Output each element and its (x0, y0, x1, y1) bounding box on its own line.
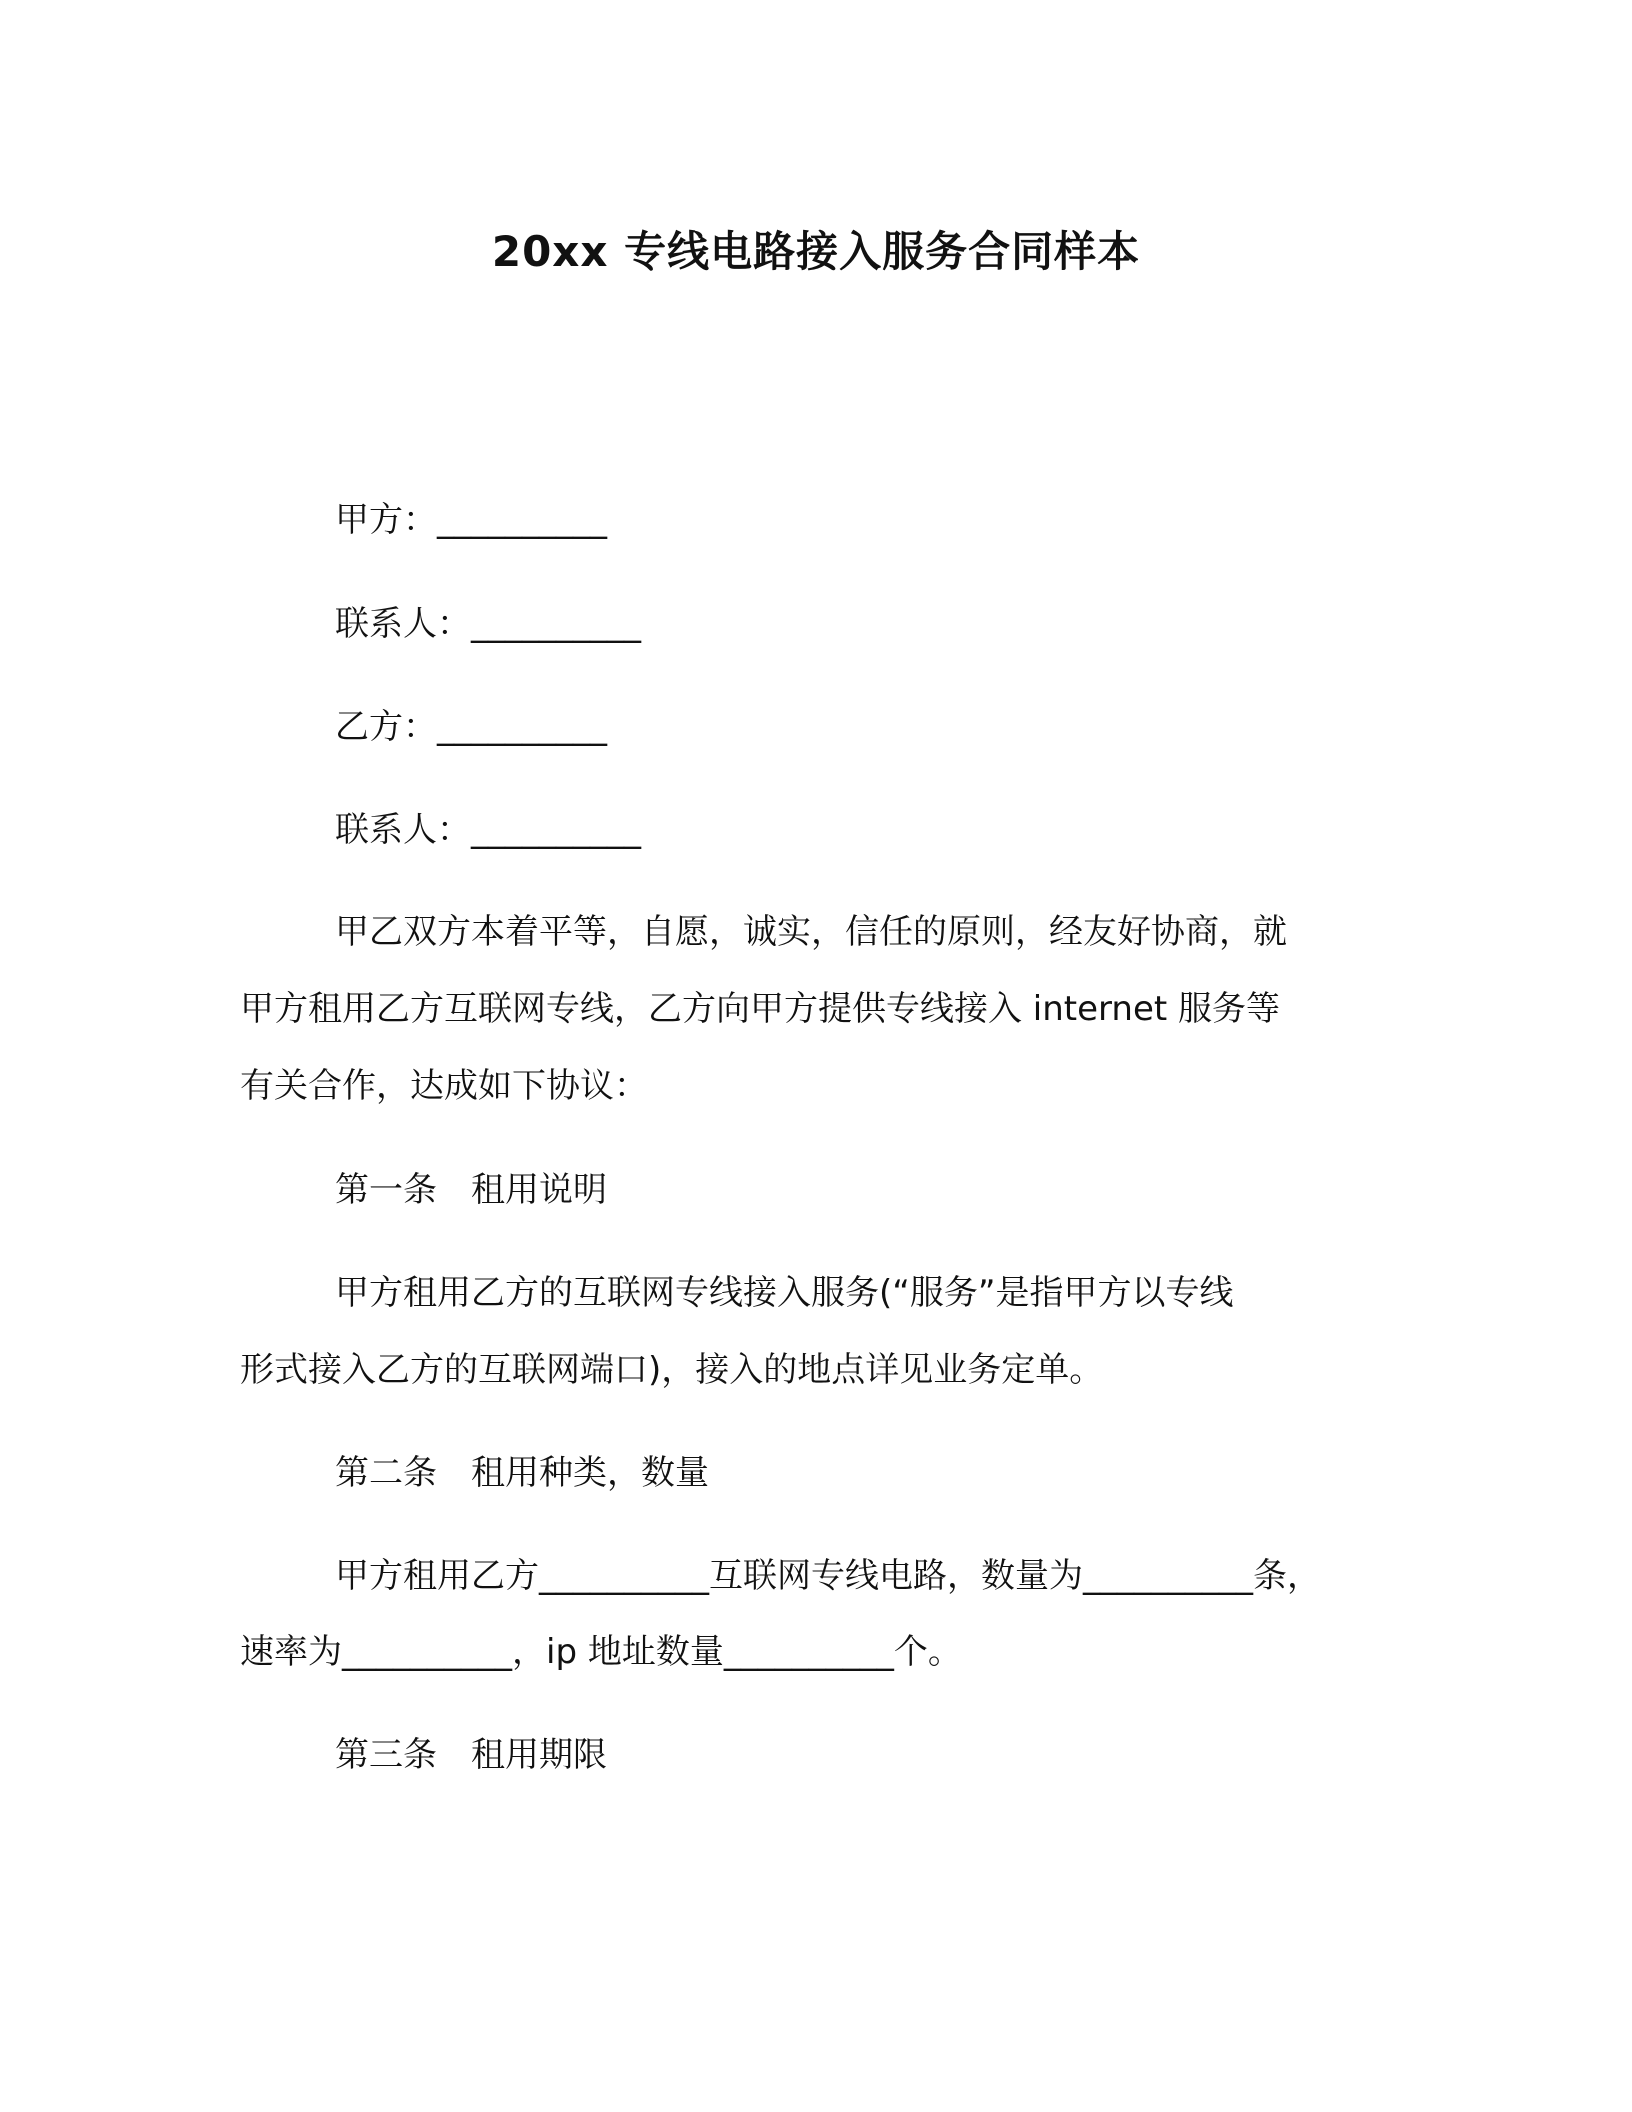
party-b-field: 乙方：__________ (335, 707, 607, 747)
article-3-heading (335, 1731, 1435, 1779)
article-1-title: 租用说明 (471, 1170, 607, 1210)
preamble-line-2: 甲方租用乙方互联网专线，乙方向甲方提供专线接入 internet 服务等 (240, 989, 1281, 1029)
article-2-title: 租用种类，数量 (471, 1453, 709, 1493)
contact-b-field: 联系人：__________ (335, 810, 641, 850)
article-3-title: 租用期限 (471, 1735, 607, 1775)
contact-a-field: 联系人：__________ (335, 604, 641, 644)
preamble-line-1: 甲乙双方本着平等，自愿，诚实，信任的原则，经友好协商，就 (335, 912, 1287, 952)
document-title: 20xx 专线电路接入服务合同样本 (491, 227, 1141, 276)
preamble-line-3: 有关合作，达成如下协议： (240, 1066, 648, 1106)
party-a-field: 甲方：__________ (335, 500, 607, 540)
article-3-number: 第三条 (335, 1735, 437, 1775)
article-2-body-line-1: 甲方租用乙方__________互联网专线电路，数量为__________条， (335, 1556, 1321, 1596)
article-1-heading (335, 1166, 1435, 1214)
article-2-body-line-2: 速率为__________，ip 地址数量__________个。 (240, 1632, 962, 1672)
article-1-number: 第一条 (335, 1170, 437, 1210)
article-2-number: 第二条 (335, 1453, 437, 1493)
article-1-body-line-2: 形式接入乙方的互联网端口)，接入的地点详见业务定单。 (240, 1350, 1104, 1390)
article-2-heading (335, 1449, 1435, 1497)
article-1-body-line-1: 甲方租用乙方的互联网专线接入服务(“服务”是指甲方以专线 (335, 1273, 1234, 1313)
